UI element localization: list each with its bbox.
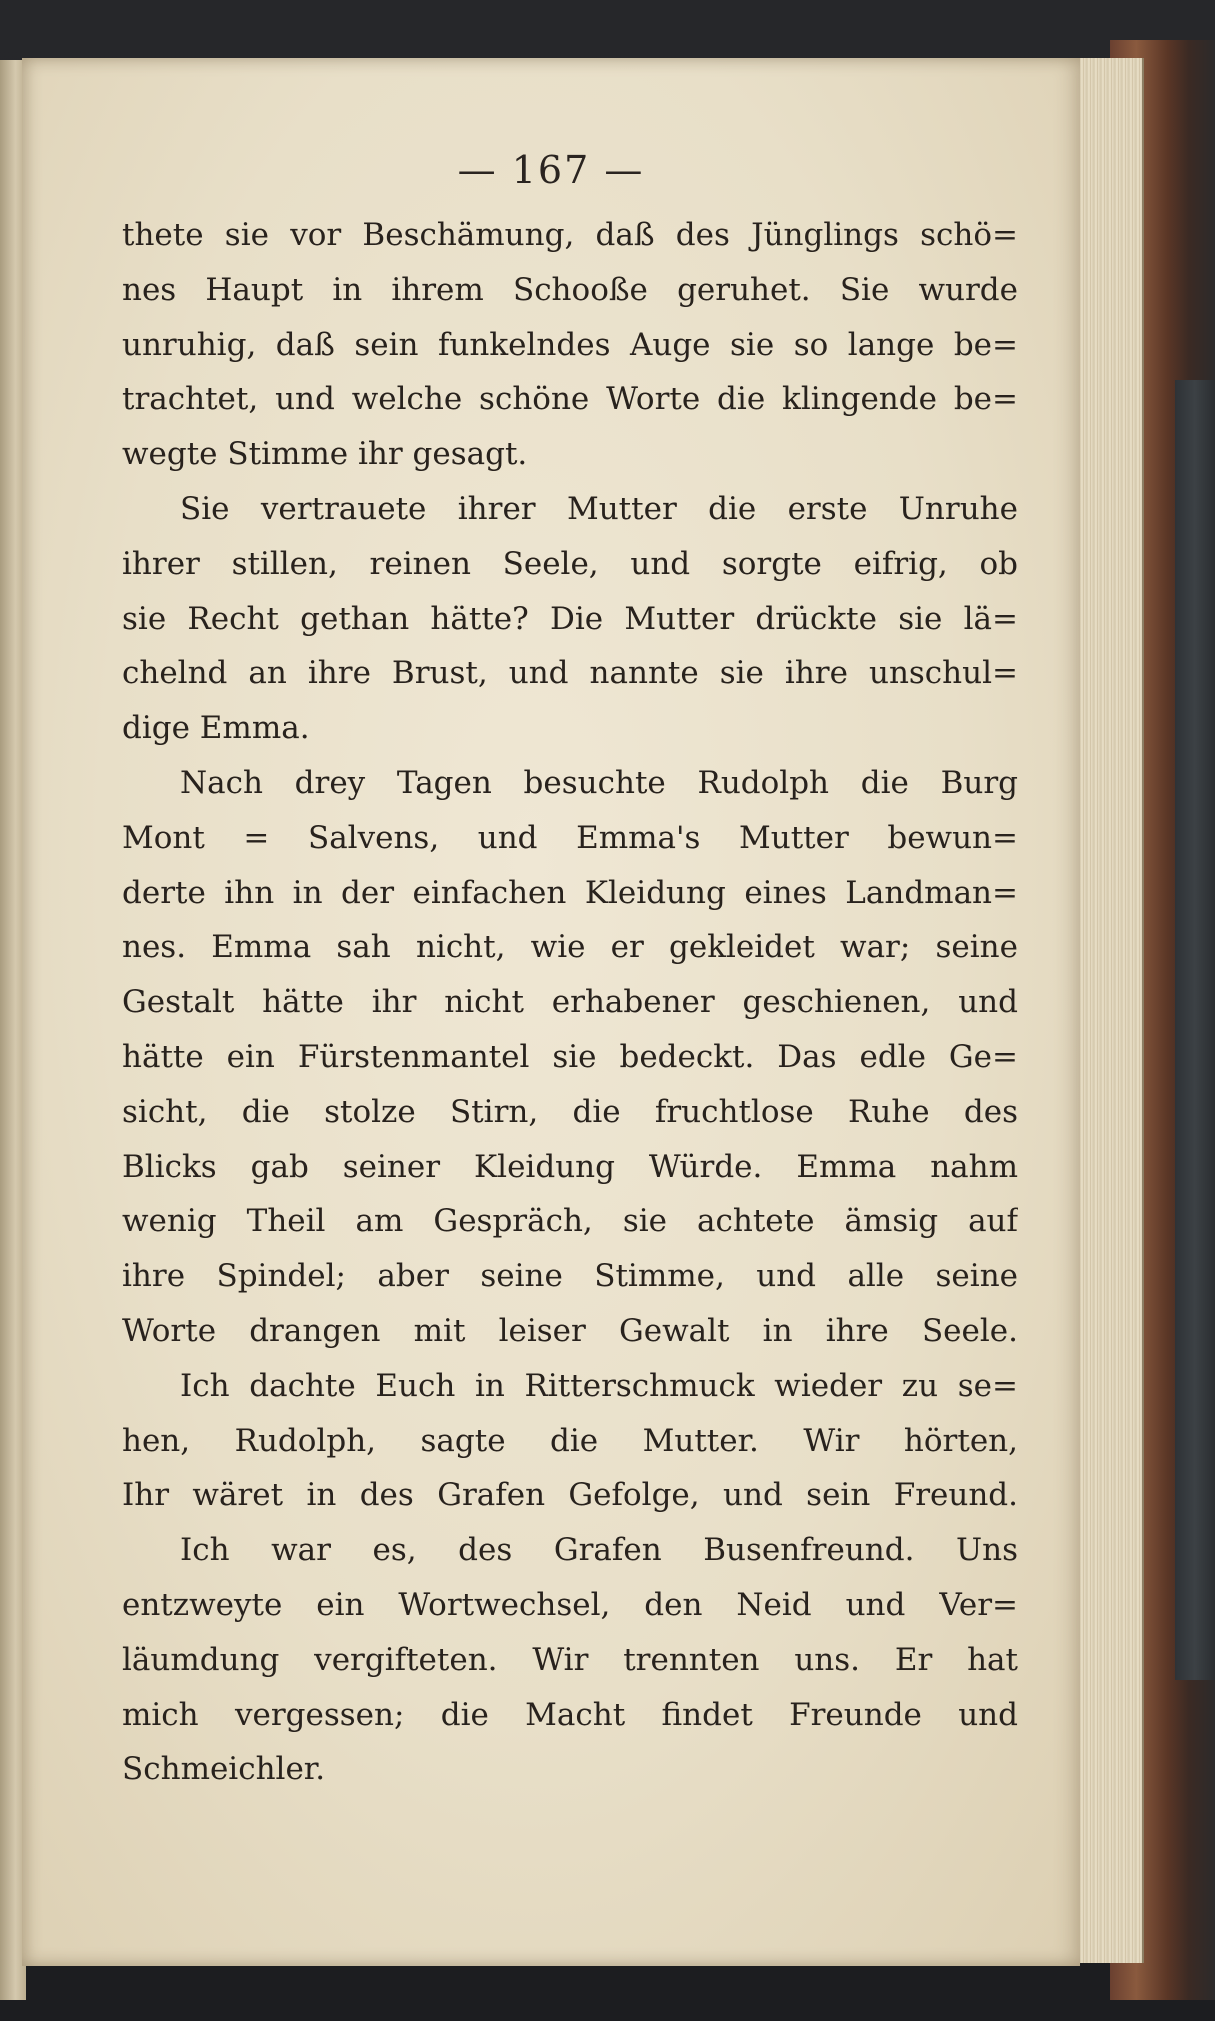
text-line: läumdung vergifteten. Wir trennten uns. Er hat bbox=[122, 1641, 1018, 1678]
text-line: sicht, die stolze Stirn, die fruchtlose Ruhe des bbox=[122, 1093, 1018, 1130]
text-line: Worte drangen mit leiser Gewalt in ihre Seele. bbox=[122, 1312, 1018, 1349]
text-line: wegte Stimme ihr gesagt. bbox=[122, 436, 528, 473]
text-line: ihrer stillen, reinen Seele, und sorgte eifrig, ob bbox=[122, 545, 1018, 582]
text-line: Sie vertrauete ihrer Mutter die erste Unruhe bbox=[180, 490, 1018, 527]
text-line: thete sie vor Beschämung, daß des Jünglings schö= bbox=[122, 217, 1018, 253]
text-line: Ihr wäret in des Grafen Gefolge, und sein Freund. bbox=[122, 1477, 1018, 1514]
text-line: dige Emma. bbox=[122, 710, 310, 747]
text-line: Schmeichler. bbox=[122, 1751, 326, 1788]
text-line: trachtet, und welche schöne Worte die klingende be= bbox=[122, 381, 1018, 418]
text-line: wenig Theil am Gespräch, sie achtete ämsig auf bbox=[122, 1203, 1018, 1240]
text-line: Nach drey Tagen besuchte Rudolph die Burg bbox=[180, 764, 1018, 801]
text-line: derte ihn in der einfachen Kleidung eines Landman= bbox=[122, 874, 1018, 911]
text-line: Ich dachte Euch in Ritterschmuck wieder zu se= bbox=[180, 1367, 1018, 1404]
text-line: Mont = Salvens, und Emma's Mutter bewun= bbox=[122, 819, 1018, 856]
text-line: hätte ein Fürstenmantel sie bedeckt. Das edle Ge= bbox=[122, 1038, 1018, 1075]
book-page bbox=[22, 58, 1080, 1966]
text-line: sie Recht gethan hätte? Die Mutter drückte sie lä= bbox=[122, 600, 1018, 637]
text-line: Ich war es, des Grafen Busenfreund. Uns bbox=[180, 1532, 1018, 1569]
text-line: Blicks gab seiner Kleidung Würde. Emma nahm bbox=[122, 1148, 1018, 1185]
text-line: chelnd an ihre Brust, und nannte sie ihre unschul= bbox=[122, 655, 1018, 692]
page-text bbox=[122, 208, 1018, 1797]
text-line: hen, Rudolph, sagte die Mutter. Wir hörten, bbox=[122, 1422, 1018, 1459]
text-line: entzweyte ein Wortwechsel, den Neid und Ver= bbox=[122, 1586, 1018, 1623]
text-line: nes Haupt in ihrem Schooße geruhet. Sie wurde bbox=[122, 271, 1018, 308]
page-edges bbox=[1070, 58, 1144, 1963]
text-line: ihre Spindel; aber seine Stimme, und alle seine bbox=[122, 1258, 1018, 1295]
page-number: — 167 — bbox=[457, 148, 645, 192]
text-line: nes. Emma sah nicht, wie er gekleidet war; seine bbox=[122, 929, 1018, 966]
text-line: unruhig, daß sein funkelndes Auge sie so lange be= bbox=[122, 326, 1018, 363]
book-cover-edge bbox=[1175, 380, 1215, 1680]
text-line: Gestalt hätte ihr nicht erhabener geschienen, und bbox=[122, 984, 1018, 1021]
text-line: mich vergessen; die Macht findet Freunde und bbox=[122, 1696, 1018, 1733]
